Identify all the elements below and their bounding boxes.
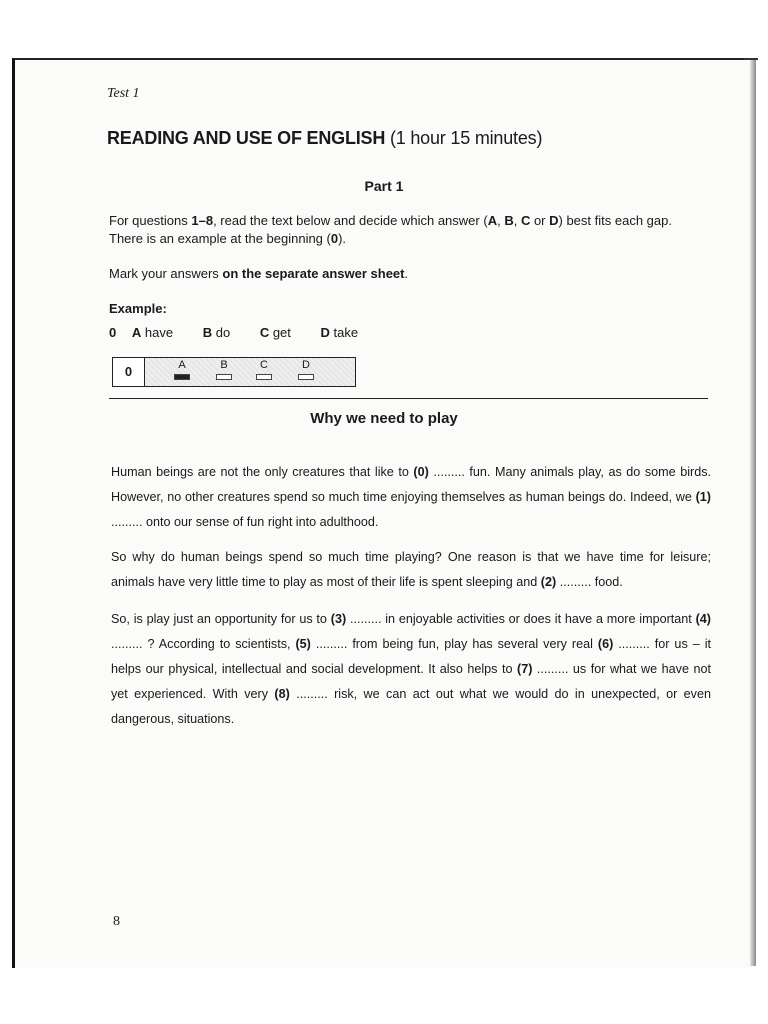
option-letter: B: [202, 325, 213, 340]
instr-text: .: [404, 266, 409, 281]
instructions-mark: [109, 265, 709, 283]
answer-column-d: [296, 359, 316, 380]
section-divider: [109, 398, 708, 399]
example-answer-sheet: [112, 357, 356, 387]
article-text: ......... food.: [556, 575, 623, 589]
page-number: 8: [113, 914, 120, 929]
option-word: do: [215, 325, 231, 340]
instr-text: For questions: [109, 213, 192, 228]
instr-text: Mark your answers: [109, 266, 223, 281]
answer-column-c: [254, 359, 274, 380]
instr-example-number: 0: [330, 231, 339, 246]
page-edge: [750, 60, 756, 966]
article-text: So, is play just an opportunity for us to: [111, 612, 331, 626]
gap-5: (5): [295, 637, 311, 651]
example-number: 0: [109, 325, 117, 340]
option-word: get: [272, 325, 291, 340]
answer-letter: D: [302, 359, 310, 371]
gap-3: (3): [330, 612, 347, 626]
option-word: take: [333, 325, 359, 340]
section-title: [107, 128, 542, 149]
gap-1: (1): [695, 490, 711, 504]
gap-7: (7): [517, 662, 533, 676]
article-text: ......... risk, we can act out what we would do in unexpected, or even dangerous, situations.: [111, 687, 711, 726]
gap-8: (8): [274, 687, 290, 701]
instr-option-d: D: [549, 213, 559, 228]
answer-mark-filled: [174, 374, 190, 380]
answer-letter: A: [178, 359, 186, 371]
example-option-b: [203, 325, 230, 340]
instr-option-a: A: [487, 213, 498, 228]
gap-4: (4): [695, 612, 711, 626]
article-text: ......... from being fun, play has several very real: [310, 637, 598, 651]
answer-mark: [298, 374, 314, 380]
answer-sheet-number: 0: [113, 358, 145, 386]
part-title: Part 1: [364, 178, 404, 194]
article-text: ......... ? According to scientists,: [111, 637, 296, 651]
instr-text: ,: [497, 213, 505, 228]
article-paragraph-2: [111, 545, 711, 595]
answer-column-a: [172, 359, 192, 380]
article-text: ......... onto our sense of fun right into adulthood.: [111, 515, 379, 529]
example-option-c: [260, 325, 291, 340]
instr-range: 1–8: [191, 213, 214, 228]
instructions-questions: [109, 212, 709, 248]
gap-6: (6): [597, 637, 614, 651]
answer-mark: [256, 374, 272, 380]
example-option-a: [132, 325, 173, 340]
instr-text: ).: [338, 231, 347, 246]
instr-answer-sheet: on the separate answer sheet: [222, 266, 405, 281]
instr-text: or: [530, 213, 550, 228]
gap-2: (2): [540, 575, 557, 589]
instr-text: ,: [513, 213, 521, 228]
article-title: Why we need to play: [310, 410, 458, 427]
article-text: ......... for us – it helps our physical, intellectual and social development. It also helps to: [111, 637, 711, 676]
example-option-d: [321, 325, 359, 340]
article-text: ......... fun. Many animals play, as do some birds. However, no other creatures spend so much time enjoying themselves as human beings do. Indeed, we: [111, 465, 711, 504]
article-paragraph-3: [111, 607, 711, 732]
instr-option-c: C: [520, 213, 531, 228]
section-title-bold: READING AND USE OF ENGLISH: [107, 128, 386, 148]
answer-letter: B: [220, 359, 228, 371]
section-title-duration: (1 hour 15 minutes): [385, 128, 543, 148]
page-corner: [744, 58, 758, 70]
instr-text: ) best fits each gap.: [558, 213, 672, 228]
article-text: ......... in enjoyable activities or does it have a more important: [346, 612, 696, 626]
example-options: [109, 325, 384, 340]
answer-mark: [216, 374, 232, 380]
option-letter: A: [131, 325, 142, 340]
instr-option-b: B: [504, 213, 514, 228]
gap-0: (0): [413, 465, 429, 479]
article-text: ......... us for what we have not yet experienced. With very: [111, 662, 712, 701]
answer-letter: C: [260, 359, 268, 371]
running-head: Test 1: [107, 86, 140, 101]
article-paragraph-1: [111, 460, 711, 535]
scan-margin-top: [0, 0, 768, 58]
option-letter: C: [259, 325, 270, 340]
example-label: Example:: [109, 301, 167, 316]
article-text: Human beings are not the only creatures that like to: [111, 465, 414, 479]
answer-column-b: [214, 359, 234, 380]
article-text: So why do human beings spend so much time playing? One reason is that we have time for leisure; animals have very little time to play as most of their life is spent sleeping and: [111, 550, 711, 589]
instr-text: , read the text below and decide which answer (: [213, 213, 488, 228]
scan-margin-bottom: [0, 968, 768, 1024]
instr-text: There is an example at the beginning (: [109, 231, 331, 246]
option-letter: D: [320, 325, 330, 340]
option-word: have: [144, 325, 174, 340]
